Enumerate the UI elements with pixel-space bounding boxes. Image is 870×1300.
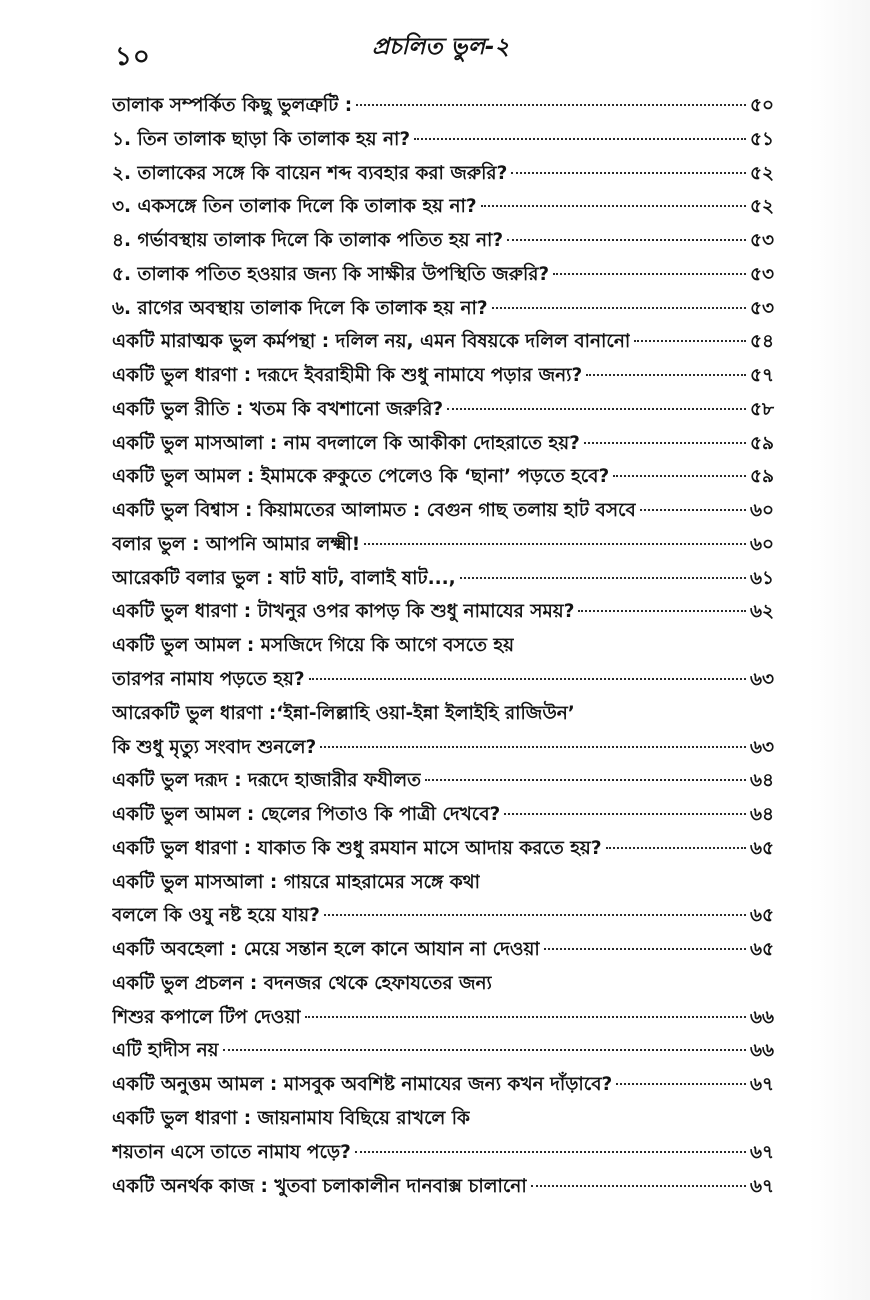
toc-entry [112, 123, 774, 157]
toc-entry [112, 393, 774, 427]
toc-entry-page: ৫৯ [749, 432, 774, 454]
toc-entry-page: ৬৪ [749, 804, 774, 826]
page-number: ১০ [115, 42, 151, 72]
dot-leader [613, 475, 746, 477]
toc-entry [112, 663, 774, 697]
toc-entry-page: ৬২ [749, 601, 774, 623]
dot-leader [511, 172, 746, 174]
toc-entry-page: ৫৩ [749, 230, 774, 252]
dot-leader [414, 138, 746, 140]
running-head: প্রচলিত ভুল-২ [372, 34, 510, 60]
dot-leader [305, 1016, 746, 1018]
dot-leader [640, 509, 746, 511]
dot-leader [460, 577, 746, 579]
toc-entry-page: ৬৭ [749, 1141, 774, 1163]
dot-leader [481, 205, 746, 207]
dot-leader [586, 374, 746, 376]
toc-entry-title: শয়তান এসে তাতে নামায পড়ে? [112, 1141, 351, 1163]
toc-entry-page: ৫০ [749, 95, 774, 116]
toc-entry-title: একটি ভুল মাসআলা : নাম বদলালে কি আকীকা দোহরাতে হয়? [112, 432, 580, 454]
toc-entry-page: ৬৭ [749, 1074, 774, 1096]
toc-entry-title: তারপর নামায পড়তে হয়? [112, 669, 305, 691]
toc-entry-title: এটি হাদীস নয় [112, 1040, 219, 1062]
toc-entry [112, 427, 774, 461]
toc-entry-title: ৬. রাগের অবস্থায় তালাক দিলে কি তালাক হয় না? [112, 297, 488, 319]
dot-leader [309, 678, 746, 680]
toc-entry [112, 866, 774, 900]
toc-entry [112, 933, 774, 967]
toc-entry-title: একটি ভুল ধারণা : জায়নামায বিছিয়ে রাখলে কি [112, 1107, 470, 1129]
toc-entry-page: ৫৩ [749, 297, 774, 319]
dot-leader [447, 408, 746, 410]
toc-entry [112, 460, 774, 494]
toc-entry [112, 967, 774, 1001]
toc-entry [112, 1136, 774, 1170]
toc-entry [112, 562, 774, 596]
toc-entry-page: ৫৯ [749, 466, 774, 488]
toc-entry-title: একটি ভুল আমল : মসজিদে গিয়ে কি আগে বসতে হয় [112, 635, 515, 657]
toc-entry-title: ৩. একসঙ্গে তিন তালাক দিলে কি তালাক হয় না? [112, 196, 477, 218]
dot-leader [507, 239, 746, 241]
toc-entry [112, 528, 774, 562]
toc-entry-page: ৬৬ [749, 1040, 774, 1062]
dot-leader [606, 847, 746, 849]
toc-entry-title: আরেকটি ভুল ধারণা :‘ইন্না-লিল্লাহি ওয়া-ইন্না ইলাইহি রাজিউন’ [112, 702, 575, 724]
toc-entry [112, 1001, 774, 1035]
toc-entry-page: ৬১ [749, 567, 774, 589]
toc-entry-page: ৬০ [749, 500, 774, 522]
toc-entry-title: একটি ভুল মাসআলা : গায়রে মাহরামের সঙ্গে কথা [112, 871, 481, 893]
toc-entry-title: একটি অনুত্তম আমল : মাসবুক অবশিষ্ট নামাযের জন্য কখন দাঁড়াবে? [112, 1074, 613, 1096]
toc-entry-title: একটি মারাত্মক ভুল কর্মপন্থা : দলিল নয়, এমন বিষয়কে দলিল বানানো [112, 331, 631, 353]
dot-leader [616, 1083, 746, 1085]
dot-leader [364, 543, 746, 545]
toc-entry-title: শিশুর কপালে টিপ দেওয়া [112, 1006, 301, 1028]
toc-entry [112, 89, 774, 123]
toc-entry-title: একটি অবহেলা : মেয়ে সন্তান হলে কানে আযান না দেওয়া [112, 939, 540, 961]
dot-leader [634, 340, 746, 342]
toc-entry-title: ৪. গর্ভাবস্থায় তালাক দিলে কি তালাক পতিত হয় না? [112, 230, 504, 252]
toc-entry [112, 325, 774, 359]
toc-entry-title: একটি ভুল ধারণা : টাখনুর ওপর কাপড় কি শুধু নামাযের সময়? [112, 601, 575, 623]
toc-entry-page: ৬০ [749, 533, 774, 555]
toc-entry-page: ৬৫ [749, 939, 774, 961]
table-of-contents [112, 89, 774, 1203]
toc-entry [112, 1170, 774, 1204]
toc-entry-page: ৬৫ [749, 837, 774, 859]
toc-entry-page: ৬৩ [749, 736, 774, 758]
dot-leader [356, 104, 746, 106]
toc-entry [112, 697, 774, 731]
dot-leader [504, 813, 746, 815]
toc-entry-title: কি শুধু মৃত্যু সংবাদ শুনলে? [112, 736, 317, 758]
toc-entry-page: ৫৩ [749, 263, 774, 285]
dot-leader [324, 914, 746, 916]
toc-entry-title: একটি ভুল ধারণা : দরূদে ইবরাহীমী কি শুধু নামাযে পড়ার জন্য? [112, 365, 583, 387]
toc-entry [112, 224, 774, 258]
toc-entry-title: ১. তিন তালাক ছাড়া কি তালাক হয় না? [112, 128, 411, 150]
toc-entry [112, 899, 774, 933]
dot-leader [544, 948, 746, 950]
dot-leader [223, 1049, 746, 1051]
toc-entry-page: ৫৪ [749, 331, 774, 353]
dot-leader [553, 273, 746, 275]
toc-entry [112, 629, 774, 663]
toc-entry-page: ৬৭ [749, 1175, 774, 1197]
dot-leader [425, 779, 746, 781]
toc-entry [112, 494, 774, 528]
toc-entry-page: ৬৪ [749, 770, 774, 792]
dot-leader [531, 1185, 746, 1187]
dot-leader [355, 1151, 746, 1153]
toc-entry-title: একটি ভুল দরূদ : দরূদে হাজারীর ফযীলত [112, 770, 422, 792]
toc-entry-title: ৫. তালাক পতিত হওয়ার জন্য কি সাক্ষীর উপস্থিতি জরুরি? [112, 263, 550, 285]
toc-entry-title: আরেকটি বলার ভুল : ষাট ষাট, বালাই ষাট..., [112, 567, 456, 589]
toc-entry-title: একটি ভুল আমল : ছেলের পিতাও কি পাত্রী দেখবে? [112, 804, 501, 826]
toc-entry-page: ৫২ [749, 162, 774, 184]
toc-entry-page: ৫৮ [749, 398, 774, 420]
toc-entry [112, 157, 774, 191]
toc-entry-page: ৬৩ [749, 669, 774, 691]
dot-leader [578, 610, 746, 612]
toc-entry-page: ৬৬ [749, 1006, 774, 1028]
toc-entry-title: একটি অনর্থক কাজ : খুতবা চলাকালীন দানবাক্স চালানো [112, 1175, 527, 1197]
toc-entry [112, 190, 774, 224]
toc-entry [112, 1102, 774, 1136]
toc-entry-title: একটি ভুল রীতি : খতম কি বখশানো জরুরি? [112, 398, 444, 420]
toc-entry-page: ৬৫ [749, 905, 774, 927]
toc-entry [112, 1068, 774, 1102]
toc-entry-title: ২. তালাকের সঙ্গে কি বায়েন শব্দ ব্যবহার করা জরুরি? [112, 162, 508, 184]
toc-entry-title: একটি ভুল বিশ্বাস : কিয়ামতের আলামত : বেগুন গাছ তলায় হাট বসবে [112, 500, 636, 522]
toc-entry-title: একটি ভুল ধারণা : যাকাত কি শুধু রমযান মাসে আদায় করতে হয়? [112, 837, 602, 859]
toc-entry [112, 764, 774, 798]
toc-entry [112, 1034, 774, 1068]
toc-entry [112, 832, 774, 866]
toc-entry [112, 798, 774, 832]
toc-entry-page: ৫১ [749, 128, 774, 150]
toc-entry [112, 292, 774, 326]
dot-leader [492, 307, 746, 309]
toc-entry-title: বলার ভুল : আপনি আমার লক্ষ্মী! [112, 533, 361, 555]
toc-entry-title: তালাক সম্পর্কিত কিছু ভুলত্রুটি : [112, 95, 353, 116]
dot-leader [584, 442, 746, 444]
toc-entry [112, 595, 774, 629]
toc-entry [112, 731, 774, 765]
toc-entry-title: একটি ভুল আমল : ইমামকে রুকুতে পেলেও কি ‘ছানা’ পড়তে হবে? [112, 466, 610, 488]
toc-entry-title: বললে কি ওযু নষ্ট হয়ে যায়? [112, 905, 320, 927]
dot-leader [320, 746, 746, 748]
toc-entry-title: একটি ভুল প্রচলন : বদনজর থেকে হেফাযতের জন্য [112, 972, 492, 994]
toc-entry [112, 359, 774, 393]
toc-entry-page: ৫২ [749, 196, 774, 218]
toc-entry-page: ৫৭ [749, 365, 774, 387]
toc-entry [112, 258, 774, 292]
